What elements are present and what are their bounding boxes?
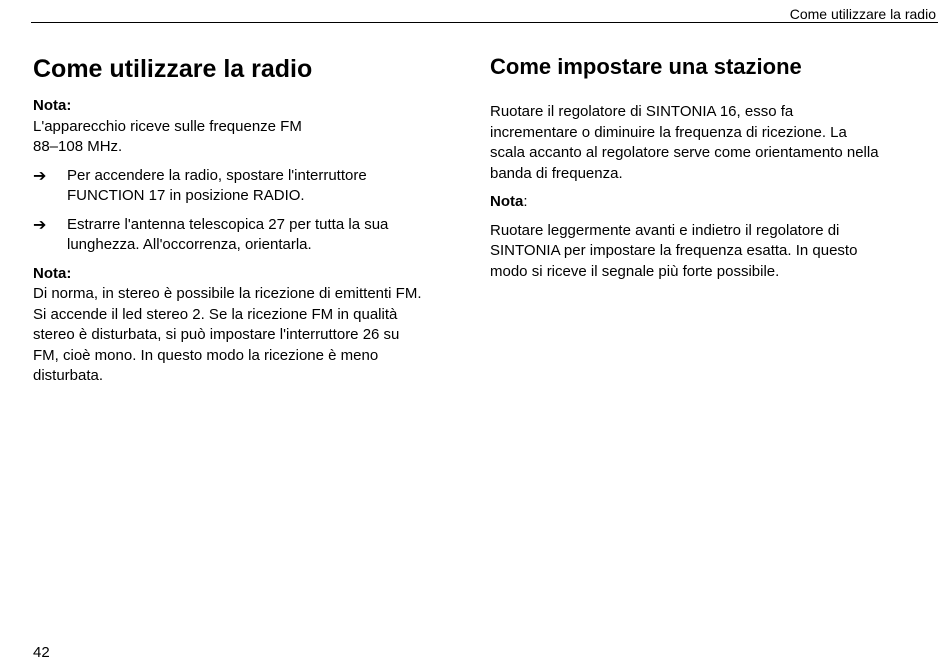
instruction-text: [67, 166, 478, 207]
arrow-icon: ➔: [33, 165, 47, 185]
body-text-line: incrementare o diminuire la frequenza di ricezione. La: [490, 123, 847, 141]
note-label-line: [490, 192, 935, 213]
note-label: Nota:: [33, 264, 72, 282]
note-text-line: stereo è disturbata, si può impostare l'interruttore 26 su: [33, 326, 400, 343]
instruction-text-line: lunghezza. All'occorrenza, orientarla.: [67, 236, 312, 253]
note-text-line: disturbata.: [33, 367, 104, 384]
body-paragraph: [490, 221, 935, 283]
page-number: 42: [33, 644, 50, 661]
note-label: Nota:: [33, 97, 72, 114]
note-text-line: FM, cioè mono. In questo modo la ricezione è meno: [33, 346, 379, 364]
instruction-text-line: FUNCTION 17 in posizione RADIO.: [67, 187, 305, 204]
note-text-line: 88–108 MHz.: [33, 138, 123, 155]
instruction-text-line: Per accendere la radio, spostare l'interruttore: [67, 166, 367, 184]
header-rule: [31, 22, 938, 23]
instruction-step: [33, 215, 478, 256]
instruction-step: [33, 166, 478, 207]
body-text-line: scala accanto al regolatore serve come orientamento nella: [490, 144, 879, 161]
body-paragraph: [490, 102, 935, 184]
right-column: [490, 52, 935, 290]
instruction-text-line: Estrarre l'antenna telescopica 27 per tutta la sua: [67, 215, 389, 233]
left-column: [33, 52, 478, 387]
body-text-line: modo si riceve il segnale più forte possibile.: [490, 262, 780, 280]
note-label: Nota: [490, 193, 524, 210]
body-text-line: banda di frequenza.: [490, 164, 623, 182]
running-header: Come utilizzare la radio: [789, 6, 936, 22]
note-text-line: Si accende il led stereo 2. Se la ricezione FM in qualità: [33, 305, 398, 323]
section-title: Come impostare una stazione: [490, 54, 802, 79]
note-paragraph: [33, 284, 478, 387]
arrow-icon: ➔: [33, 214, 47, 234]
body-text-line: Ruotare leggermente avanti e indietro il regolatore di: [490, 221, 840, 239]
body-text-line: Ruotare il regolatore di SINTONIA 16, esso fa: [490, 103, 794, 120]
body-text-line: SINTONIA per impostare la frequenza esatta. In questo: [490, 242, 858, 259]
instruction-text: [67, 215, 478, 256]
note-text-line: Di norma, in stereo è possibile la ricezione di emittenti FM.: [33, 285, 422, 302]
page-title: Come utilizzare la radio: [33, 55, 313, 83]
note-text-line: L'apparecchio riceve sulle frequenze FM: [33, 117, 302, 135]
note-colon: :: [523, 193, 528, 210]
